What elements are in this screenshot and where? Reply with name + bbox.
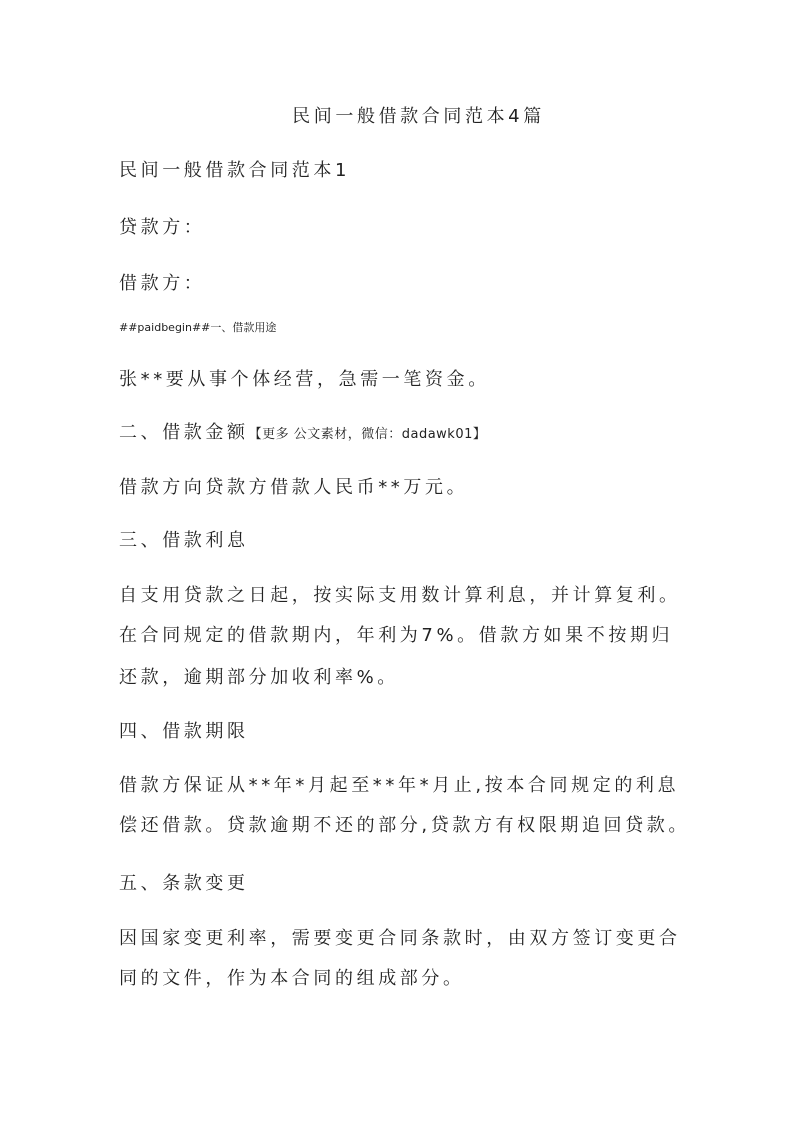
contract-subtitle: 民间一般借款合同范本1	[119, 160, 351, 181]
section-1-heading: ##paidbegin##一、借款用途	[119, 321, 277, 334]
term-line-1: 借款方保证从**年*月起至**年*月止,按本合同规定的利息	[119, 775, 680, 796]
document-title: 民间一般借款合同范本4篇	[292, 106, 545, 127]
section-2-heading	[119, 421, 486, 447]
change-line-2: 同的文件，作为本合同的组成部分。	[119, 968, 465, 989]
section-4-heading: 四、借款期限	[119, 721, 249, 742]
interest-line-3: 还款，逾期部分加收利率%。	[119, 667, 399, 688]
interest-line-1: 自支用贷款之日起，按实际支用数计算利息，并计算复利。	[119, 585, 681, 606]
promo-note: 【更多 公文素材，微信：dadawk01】	[248, 427, 487, 442]
purpose-text: 张**要从事个体经营，急需一笔资金。	[119, 369, 490, 390]
borrower-label: 借款方：	[119, 273, 206, 294]
interest-line-2: 在合同规定的借款期内，年利为7%。借款方如果不按期归	[119, 625, 674, 646]
section-3-heading: 三、借款利息	[119, 530, 249, 551]
section-2-title: 二、借款金额	[119, 422, 249, 443]
lender-label: 贷款方：	[119, 217, 206, 238]
amount-text: 借款方向贷款方借款人民币**万元。	[119, 477, 469, 498]
term-line-2: 偿还借款。贷款逾期不还的部分,贷款方有权限期追回贷款。	[119, 815, 690, 836]
change-line-1: 因国家变更利率，需要变更合同条款时，由双方签订变更合	[119, 928, 681, 949]
section-5-heading: 五、条款变更	[119, 873, 249, 894]
